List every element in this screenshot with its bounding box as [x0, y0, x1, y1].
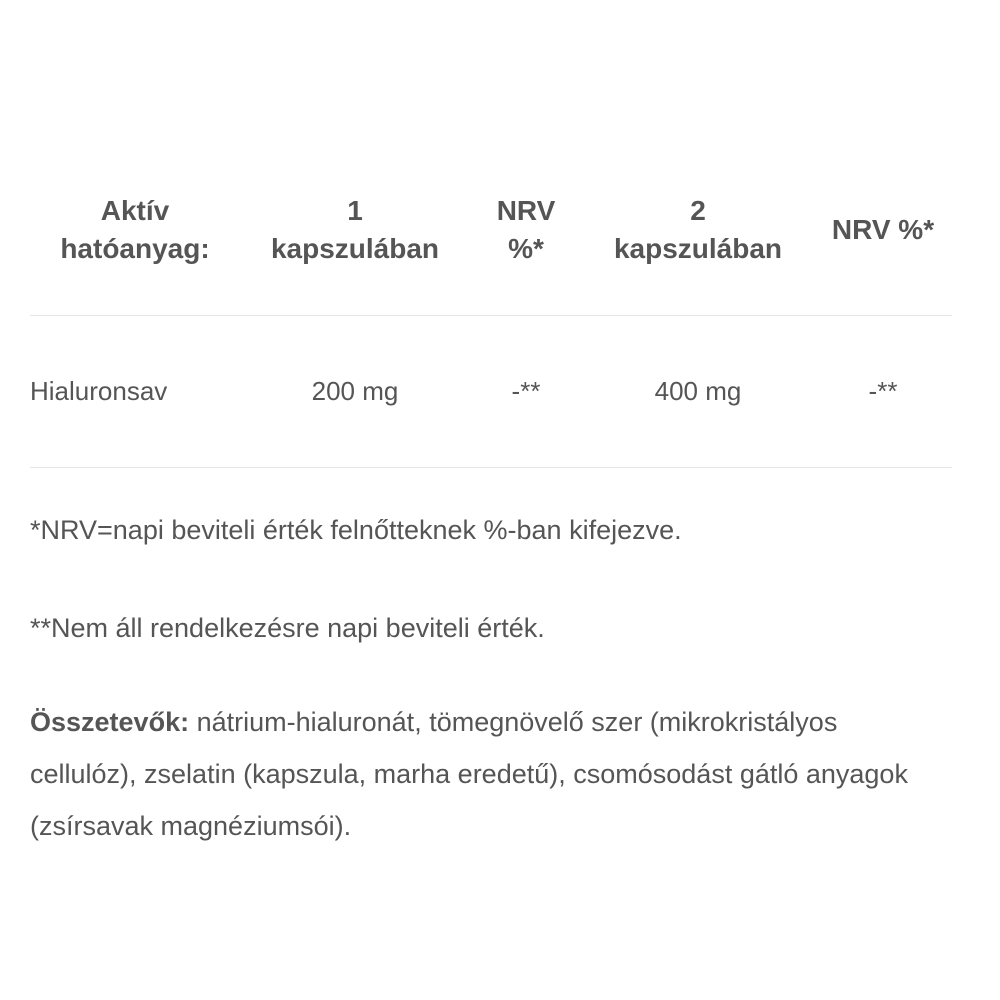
dose-1-capsule: 200 mg [240, 315, 470, 467]
ingredient-name: Hialuronsav [30, 315, 240, 467]
ingredients-paragraph [30, 696, 930, 852]
product-info [30, 170, 952, 852]
header-per-2-capsules: 2 kapszulában [582, 170, 814, 315]
nrv-1-capsule: -** [470, 315, 582, 467]
nutrition-table [30, 170, 952, 468]
header-nrv-1: NRV %* [470, 170, 582, 315]
table-header-row [30, 170, 952, 315]
header-active-ingredient: Aktív hatóanyag: [30, 170, 240, 315]
nrv-2-capsules: -** [814, 315, 952, 467]
header-per-1-capsule: 1 kapszulában [240, 170, 470, 315]
no-reference-footnote: **Nem áll rendelkezésre napi beviteli érték. [30, 612, 545, 643]
nrv-footnote: *NRV=napi beviteli érték felnőtteknek %-ban kifejezve. [30, 514, 682, 545]
table-row [30, 315, 952, 467]
ingredients-text: nátrium-hialuronát, tömegnövelő szer (mikrokristályos cellulóz), zselatin (kapszula, marha eredetű), csomósodást gátló anyagok (zsírsavak magnéziumsói). [30, 706, 908, 841]
dose-2-capsules: 400 mg [582, 315, 814, 467]
ingredients-label: Összetevők: [30, 706, 190, 737]
header-nrv-2: NRV %* [814, 170, 952, 315]
